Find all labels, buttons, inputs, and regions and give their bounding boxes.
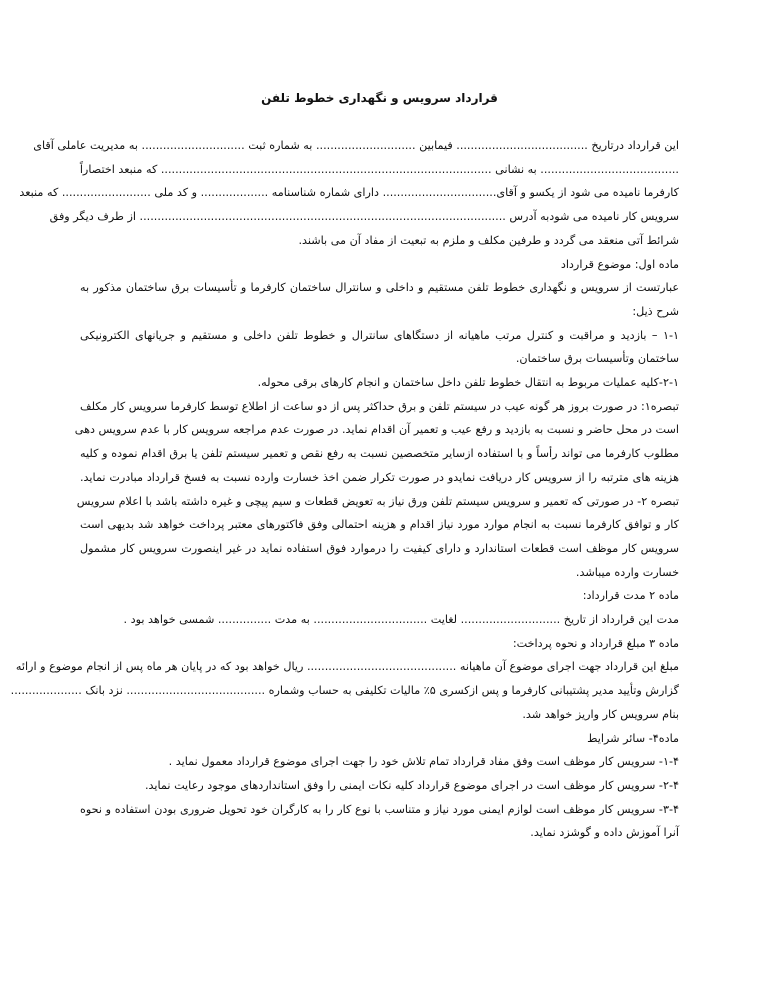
document-line: تبصره ۲- در صورتی که تعمیر و سرویس سیستم تلفن ورق نیاز به تعویض قطعات و سیم پیچی و غیره داشته باشد با اعلام سرویس <box>76 494 679 508</box>
document-body <box>10 134 679 845</box>
document-line: این قرارداد درتاریخ ..................................... فیمابین ............................ به شماره ثبت ............................. به مدیریت عاملی آقای <box>33 139 679 152</box>
document-line: مبلغ این قرارداد جهت اجرای موضوع آن ماهیانه .......................................... ریال خواهد بود که در پایان هر ماه پس از انجام موضوع و ارائه <box>15 660 679 674</box>
document-line: مدت این قرارداد از تاریخ ............................ لغایت ................................ به مدت ............... شمسی خواهد بود . <box>123 613 679 627</box>
document-line: گزارش وتأیید مدیر پشتیبانی کارفرما و پس ازکسری ۵٪ مالیات تکلیفی به حساب وشماره ....................................... نزد بانک .................... <box>10 684 679 698</box>
document-line: ۱-۱ – بازدید و مراقبت و کنترل مرتب ماهیانه از دستگاهای سانترال و خطوط تلفن داخلی و مستقیم و جریانهای الکترونیکی <box>80 328 679 342</box>
document-line: بنام سرویس کار واریز خواهد شد. <box>522 707 679 721</box>
document-line: ۲-۱-کلیه عملیات مربوط به انتقال خطوط تلفن داخل ساختمان و انجام کارهای برقی محوله. <box>257 376 679 390</box>
document-line: ماده اول: موضوع قرارداد <box>560 257 679 271</box>
document-line: ۲-۴- سرویس کار موظف است در اجرای موضوع قرارداد کلیه نکات ایمنی را وفق استانداردهای موجود رعایت نماید. <box>144 778 679 792</box>
document-line: تبصره۱: در صورت بروز هر گونه عیب در سیستم تلفن و برق حداکثر پس از دو ساعت از اطلاع توسط کارفرما سرویس کار مکلف <box>80 399 679 413</box>
document-line: آنرا آموزش داده و گوشزد نماید. <box>530 826 679 840</box>
document-line: ماده ۲ مدت قرارداد: <box>582 589 679 603</box>
document-line: خسارت وارده میباشد. <box>575 565 679 579</box>
document-line: سرویس کار نامیده می شودبه آدرس ....................................................................................................... از طرف دیگر وفق <box>49 210 679 224</box>
document-line: ۱-۴- سرویس کار موظف است وفق مفاد قرارداد تمام تلاش خود را جهت اجرای موضوع قرارداد معمول نماید . <box>168 755 679 769</box>
document-title: قرارداد سرویس و نگهداری خطوط تلفن <box>261 91 498 105</box>
document-line: سرویس کار موظف است قطعات استاندارد و دارای کیفیت را درموارد فوق استفاده نماید در غیر اینصورت سرویس کار مشمول <box>80 541 679 555</box>
document-line: ماده ۳ مبلغ قرارداد و نحوه پرداخت: <box>512 636 679 650</box>
document-line: ماده۴- سائر شرایط <box>587 731 679 745</box>
document-line: ....................................... به نشانی ............................................................................................. که منبعد اختصاراً <box>79 162 679 176</box>
document-line: شرح ذیل: <box>632 304 679 318</box>
document-line: کار و توافق کارفرما نسبت به انجام موارد مورد نیاز اقدام و هزینه احتمالی وفق فاکتورهای معتبر پرداخت خواهد شد بدیهی است <box>80 518 679 532</box>
document-line: عبارتست از سرویس و نگهداری خطوط تلفن مستقیم و داخلی و سانترال ساختمان کارفرما و تأسیسات برق ساختمان مذکور به <box>80 281 679 295</box>
document-line: کارفرما نامیده می شود از یکسو و آقای................................ دارای شماره شناسنامه ................... و کد ملی ......................... که منبعد <box>19 186 679 200</box>
document-line: هزینه های مترتبه را از سرویس کار دریافت نمایدو در صورت تکرار ضمن اخذ خسارت وارده نسبت به فسخ قرارداد مبادرت نماید. <box>80 470 679 484</box>
document-line: مطلوب کارفرما می تواند رأساً و با استفاده ازسایر متخصصین نسبت به رفع نقص و تعمیر سیستم تلفن یا برق اقدام نموده و کلیه <box>80 447 679 461</box>
document-line: ساختمان وتأسیسات برق ساختمان. <box>515 352 679 366</box>
document-line: است در محل حاضر و نسبت به بازدید و رفع عیب و تعمیر آن اقدام نماید. در صورت عدم مراجعه سرویس کار با عدم سرویس دهی <box>74 423 679 437</box>
document-line: ۳-۴- سرویس کار موظف است لوازم ایمنی مورد نیاز و متناسب با نوع کار را به کارگران خود تحویل ضروری بودن استفاده و نحوه <box>80 802 679 816</box>
document-line: شرائط آتی منعقد می گردد و طرفین مکلف و ملزم به تبعیت از مفاد آن می باشند. <box>298 233 679 247</box>
